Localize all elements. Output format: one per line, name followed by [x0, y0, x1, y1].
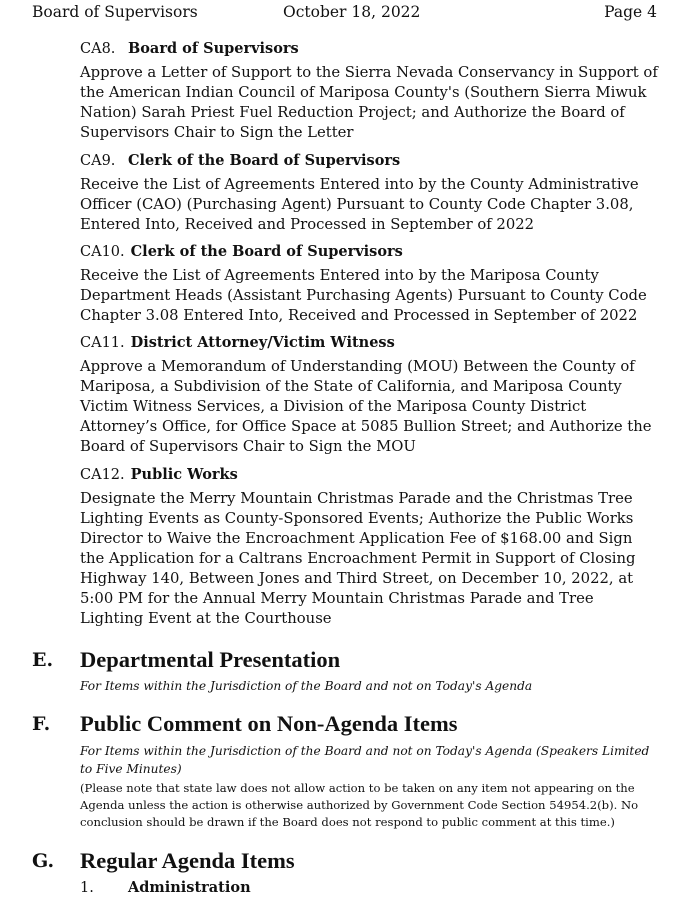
consent-item-number: CA8.	[80, 41, 116, 57]
consent-item-text: Receive the List of Agreements Entered into by the Mariposa County Department Heads (Assistant Purchasing Agents) Pursuant to County Code Chapter 3.08 Entered Into, Received and Processed in September of 2022	[80, 267, 647, 324]
consent-item-text: Receive the List of Agreements Entered into by the County Administrative Officer (CAO) (Purchasing Agent) Pursuant to County Code Chapter 3.08, Entered Into, Received and Processed in September of 2022	[80, 176, 639, 233]
consent-item-department: Board of Supervisors	[128, 40, 299, 57]
consent-item-heading	[80, 465, 660, 485]
section-note: (Please note that state law does not allow action to be taken on any item not appearing on the Agenda unless the action is otherwise authorized by Government Code Section 54954.2(b). No conclusion should be drawn if the Board does not respond to public comment at this time.)	[80, 781, 639, 829]
header-meeting-date: October 18, 2022	[283, 3, 421, 21]
regular-item-administration	[80, 879, 251, 896]
section-letter: E.	[32, 649, 54, 671]
consent-item-number: CA12.	[80, 467, 125, 483]
regular-item-number: 1.	[80, 880, 94, 896]
section-title: Departmental Presentation	[80, 647, 341, 672]
header-page-number: Page 4	[604, 3, 657, 21]
consent-item-number: CA10.	[80, 244, 125, 260]
consent-item-heading	[80, 242, 660, 262]
header-board-name: Board of Supervisors	[32, 3, 198, 21]
section-subtitle: For Items within the Jurisdiction of the Board and not on Today's Agenda	[80, 679, 533, 693]
page-header	[0, 3, 680, 23]
consent-item-ca12	[80, 465, 660, 629]
consent-item-department: Public Works	[130, 466, 238, 483]
consent-item-text: Designate the Merry Mountain Christmas Parade and the Christmas Tree Lighting Events as County-Sponsored Events; Authorize the Public Works Director to Waive the Encroachment Application Fee of $168.00 and Sign the Application for a Caltrans Encroachment Permit in Support of Closing Highway 140, Between Jones and Third Street, on December 10, 2022, at 5:00 PM for the Annual Merry Mountain Christmas Parade and Tree Lighting Event at the Courthouse	[80, 490, 636, 627]
consent-item-number: CA11.	[80, 335, 125, 351]
consent-item-ca10	[80, 242, 660, 326]
section-title: Regular Agenda Items	[80, 848, 295, 873]
consent-item-ca9	[80, 151, 660, 235]
consent-item-heading	[80, 151, 660, 171]
consent-item-heading	[80, 333, 660, 353]
consent-item-ca11	[80, 333, 660, 457]
consent-item-department: Clerk of the Board of Supervisors	[128, 152, 401, 169]
consent-item-text: Approve a Memorandum of Understanding (MOU) Between the County of Mariposa, a Subdivision of the State of California, and Mariposa County Victim Witness Services, a Division of the Mariposa County District Attorney’s Office, for Office Space at 5085 Bullion Street; and Authorize the Board of Supervisors Chair to Sign the MOU	[80, 358, 652, 455]
consent-item-heading	[80, 39, 660, 59]
consent-item-department: Clerk of the Board of Supervisors	[130, 243, 403, 260]
consent-item-number: CA9.	[80, 153, 116, 169]
consent-item-text: Approve a Letter of Support to the Sierra Nevada Conservancy in Support of the American Indian Council of Mariposa County's (Southern Sierra Miwuk Nation) Sarah Priest Fuel Reduction Project; and Authorize the Board of Supervisors Chair to Sign the Letter	[80, 64, 658, 141]
consent-item-department: District Attorney/Victim Witness	[130, 334, 395, 351]
section-subtitle: For Items within the Jurisdiction of the Board and not on Today's Agenda (Speakers Limited to Five Minutes)	[80, 744, 650, 776]
section-letter: F.	[32, 713, 51, 735]
regular-item-title: Administration	[128, 879, 251, 896]
section-title: Public Comment on Non-Agenda Items	[80, 711, 458, 736]
consent-item-ca8	[80, 39, 660, 143]
section-letter: G.	[32, 850, 55, 872]
